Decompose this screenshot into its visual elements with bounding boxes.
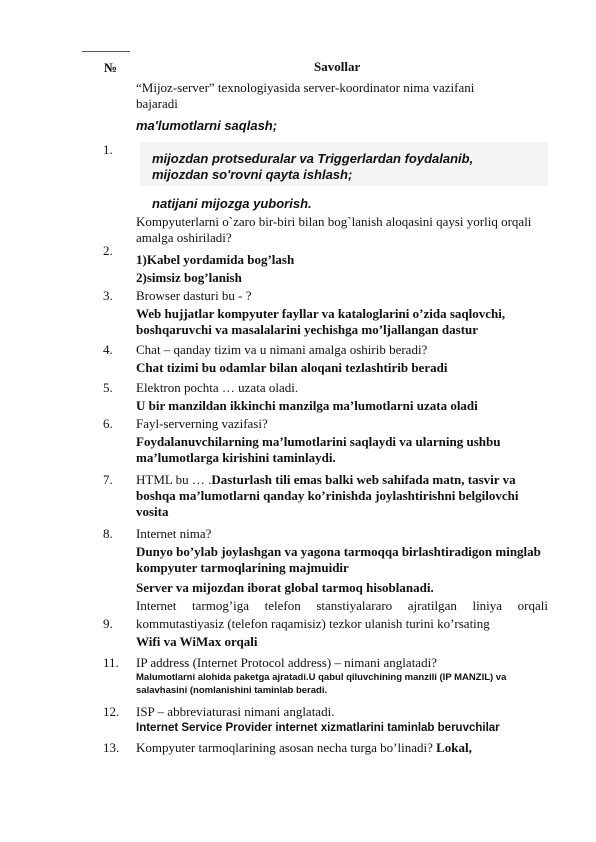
question-number-5: 5.: [103, 380, 113, 395]
question-7-text: [136, 472, 548, 520]
question-number-8: 8.: [103, 526, 113, 541]
question-number-11: 11.: [103, 655, 119, 670]
question-1-answer-1: ma'lumotlarni saqlash;: [136, 118, 278, 133]
question-1-text: “Mijoz-server” texnologiyasida server-koordinator nima vazifani bajaradi: [136, 80, 475, 111]
question-3-text: Browser dasturi bu - ?: [136, 288, 252, 303]
question-6-text: Fayl-serverning vazifasi?: [136, 416, 268, 431]
question-1-answer-2a: mijozdan protseduralar va Triggerlardan foydalanib,: [152, 151, 474, 166]
question-8-answer-1: Dunyo bo’ylab joylashgan va yagona tarmoqqa birlashtiradigon minglab kompyuter tarmoqlarining majmuidir: [136, 544, 541, 575]
question-number-9: 9.: [103, 616, 113, 631]
question-number-4: 4.: [103, 342, 113, 357]
question-2-answer-2: 2)simsiz bog’lanish: [136, 270, 242, 285]
question-number-2: 2.: [103, 243, 113, 258]
question-number-3: 3.: [103, 288, 113, 303]
question-1-answer-3: natijani mijozga yuborish.: [152, 196, 312, 211]
column-number-header: №: [104, 60, 118, 75]
question-number-1: 1.: [103, 142, 113, 157]
question-5-text: Elektron pochta … uzata oladi.: [136, 380, 299, 395]
question-11-answer: Malumotlarni alohida paketga ajratadi.U qabul qiluvchining manzili (IP MANZIL) va salavhasini (nomlanishini taminlab beradi.: [136, 672, 507, 696]
question-9-text-line-1: Internet tarmog’iga telefon stanstiyalararo ajratilgan liniya orqali: [136, 598, 548, 613]
question-4-text: Chat – qanday tizim va u nimani amalga oshirib beradi?: [136, 342, 428, 357]
question-number-12: 12.: [103, 704, 120, 719]
question-number-13: 13.: [103, 740, 120, 755]
question-7-answer: Dasturlash tili emas balki web sahifada matn, tasvir va boshqa ma’lumotlarni qanday ko’rinishda joylashtirishni belgilovchi vosita: [136, 472, 519, 519]
question-6-answer: Foydalanuvchilarning ma’lumotlarini saqlaydi va ularning ushbu ma’lumotlarga kirishini taminlaydi.: [136, 434, 501, 465]
question-2-text: Kompyuterlarni o`zaro bir-biri bilan bog`lanish aloqasini qaysi yorliq orqali amalga oshiriladi?: [136, 214, 532, 245]
question-5-answer: U bir manzildan ikkinchi manzilga ma’lumotlarni uzata oladi: [136, 398, 478, 413]
question-12-text: ISP – abbreviaturasi nimani anglatadi.: [136, 704, 335, 719]
question-4-answer: Chat tizimi bu odamlar bilan aloqani tezlashtirib beradi: [136, 360, 448, 375]
question-12-answer: Internet Service Provider internet xizmatlarini taminlab beruvchilar: [136, 722, 500, 734]
question-7-question: HTML bu … .: [136, 472, 212, 487]
question-3-answer: Web hujjatlar kompyuter fayllar va kataloglarini o’zida saqlovchi, boshqaruvchi va masalalarini yechishga mo’ljallangan dastur: [136, 306, 506, 337]
question-8-text: Internet nima?: [136, 526, 212, 541]
column-questions-header: Savollar: [314, 59, 361, 74]
question-13-text: [136, 740, 548, 756]
question-1-answer-2b: mijozdan so'rovni qayta ishlash;: [152, 167, 353, 182]
question-number-6: 6.: [103, 416, 113, 431]
question-11-text: IP address (Internet Protocol address) – nimani anglatadi?: [136, 655, 437, 670]
question-number-7: 7.: [103, 472, 113, 487]
question-9-text-line-2: kommutastiyasiz (telefon raqamisiz) tezkor ulanish turini ko’rsating: [136, 616, 490, 631]
question-9-answer: Wifi va WiMax orqali: [136, 634, 258, 649]
question-13-answer: Lokal,: [436, 740, 472, 755]
question-8-answer-2: Server va mijozdan iborat global tarmoq hisoblanadi.: [136, 580, 434, 595]
header-divider: [82, 51, 130, 52]
question-2-answer-1: 1)Kabel yordamida bog’lash: [136, 252, 295, 267]
question-13-question: Kompyuter tarmoqlarining asosan necha turga bo’linadi?: [136, 740, 437, 755]
